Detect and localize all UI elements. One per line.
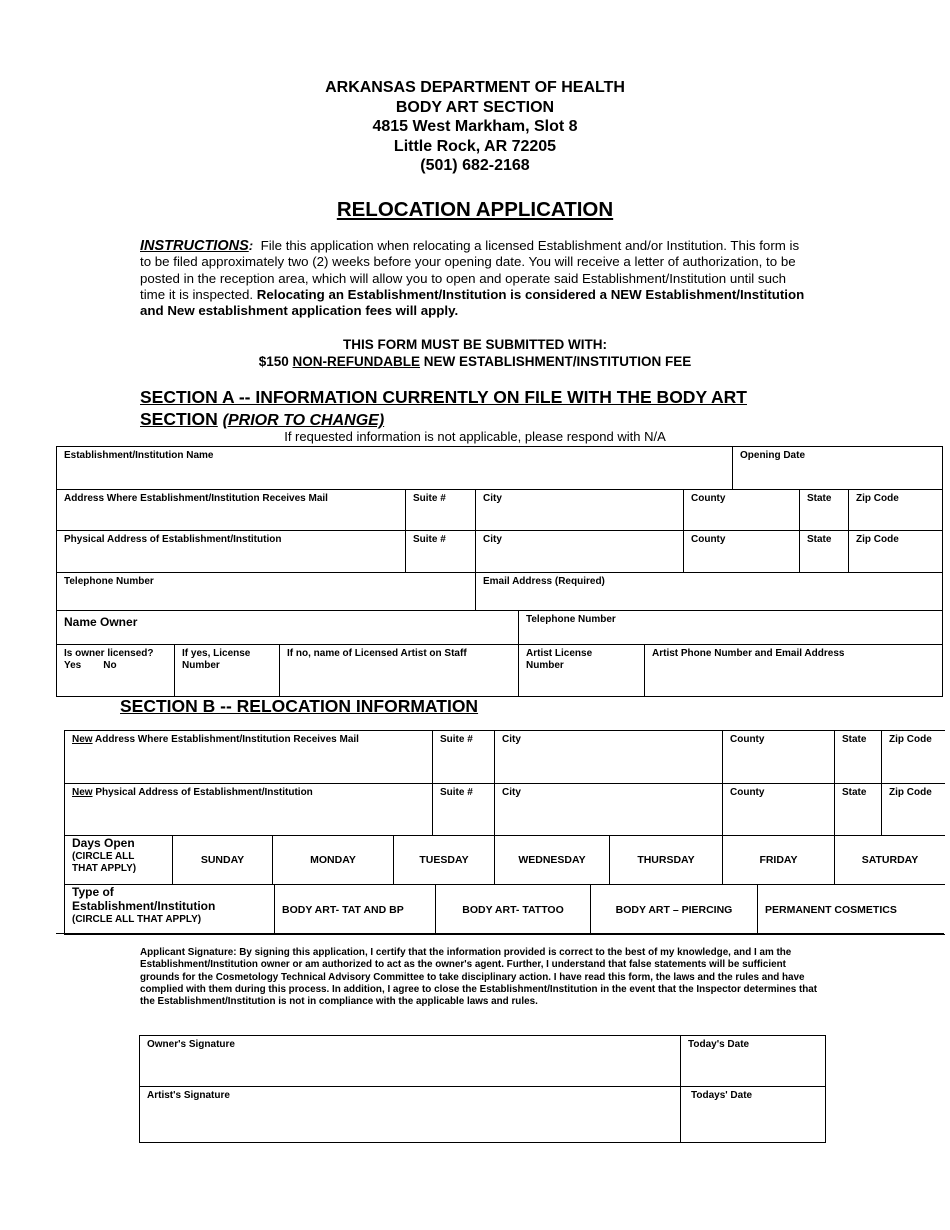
phone-number: (501) 682-2168 xyxy=(420,157,530,175)
establishment-name-field[interactable]: Establishment/Institution Name xyxy=(57,447,733,490)
physical-zip-field[interactable]: Zip Code xyxy=(849,531,943,573)
physical-county-field[interactable]: County xyxy=(684,531,800,573)
owner-date-field[interactable]: Today's Date xyxy=(681,1036,826,1087)
name-owner-field[interactable]: Name Owner xyxy=(57,611,519,645)
owner-telephone-field[interactable]: Telephone Number xyxy=(519,611,943,645)
day-tuesday[interactable]: TUESDAY xyxy=(394,836,495,885)
owner-signature-field[interactable]: Owner's Signature xyxy=(140,1036,681,1087)
owner-licensed-yes[interactable]: Yes xyxy=(64,660,82,671)
city-state-zip: Little Rock, AR 72205 xyxy=(393,137,557,155)
day-monday[interactable]: MONDAY xyxy=(273,836,394,885)
form-title: RELOCATION APPLICATION xyxy=(336,198,614,221)
days-open-label: Days Open (CIRCLE ALL THAT APPLY) xyxy=(65,836,173,885)
owner-licensed-no[interactable]: No xyxy=(103,660,117,671)
section-a-heading-italic: (PRIOR TO CHANGE) xyxy=(222,412,385,429)
fee-line xyxy=(0,353,950,370)
artist-signature-field[interactable]: Artist's Signature xyxy=(140,1087,681,1143)
physical-suite-field[interactable]: Suite # xyxy=(406,531,476,573)
day-friday[interactable]: FRIDAY xyxy=(723,836,835,885)
physical-city-field[interactable]: City xyxy=(476,531,684,573)
submit-line: THIS FORM MUST BE SUBMITTED WITH: xyxy=(343,337,607,352)
fee-nonrefundable: NON-REFUNDABLE xyxy=(292,354,421,369)
physical-state-field[interactable]: State xyxy=(800,531,849,573)
fee-description: NEW ESTABLISHMENT/INSTITUTION FEE xyxy=(423,354,692,369)
mail-state-field[interactable]: State xyxy=(800,490,849,531)
new-mail-county-field[interactable]: County xyxy=(723,731,835,784)
section-b-heading: SECTION B -- RELOCATION INFORMATION xyxy=(120,696,479,716)
new-physical-suite-field[interactable]: Suite # xyxy=(433,784,495,836)
section-a-table xyxy=(56,446,943,697)
section-a-heading-line2: SECTION xyxy=(140,409,218,429)
new-mail-zip-field[interactable]: Zip Code xyxy=(882,731,945,784)
day-thursday[interactable]: THURSDAY xyxy=(610,836,723,885)
type-tat-bp[interactable]: BODY ART- TAT AND BP xyxy=(275,885,436,935)
new-mail-address-field[interactable]: New Address Where Establishment/Institution Receives Mail xyxy=(65,731,433,784)
section-a-heading xyxy=(140,386,860,432)
new-mail-state-field[interactable]: State xyxy=(835,731,882,784)
new-physical-address-field[interactable]: New Physical Address of Establishment/Institution xyxy=(65,784,433,836)
mail-city-field[interactable]: City xyxy=(476,490,684,531)
artist-license-field[interactable]: Artist License Number xyxy=(519,645,645,697)
instructions-bold-text: Relocating an Establishment/Institution is considered a NEW Establishment/Institution and New establishment application fees will apply. xyxy=(140,286,805,319)
mail-county-field[interactable]: County xyxy=(684,490,800,531)
opening-date-field[interactable]: Opening Date xyxy=(733,447,943,490)
section-b-bottom-rule xyxy=(56,933,944,934)
email-field[interactable]: Email Address (Required) xyxy=(476,573,943,611)
new-physical-city-field[interactable]: City xyxy=(495,784,723,836)
street-address: 4815 West Markham, Slot 8 xyxy=(372,118,578,136)
type-label: Type of Establishment/Institution (CIRCLE ALL THAT APPLY) xyxy=(65,885,275,935)
instructions-label: INSTRUCTIONS xyxy=(140,238,249,254)
certification-text: Applicant Signature: By signing this application, I certify that the information provided is correct to the best of my knowledge, and I am the Establishment/Institution owner or am authorized to act as the owner's agent. Further, I understand that false statements will be sufficient grounds for the Cosmetology Technical Advisory Committee to take disciplinary action. I have read this form, the laws and the rules and have complied with them during this process. In addition, I agree to close the Establishment/Institution in the event that the Inspector determines that the Establishment/Institution is not in compliance with the applicable laws and rules. xyxy=(140,947,818,1008)
section-name: BODY ART SECTION xyxy=(395,98,555,116)
instructions: INSTRUCTIONS: File this application when relocating a licensed Establishment and/or Institution. This form is to be filed approximately two (2) weeks before your opening date. You will receive a letter of authorization, to be posted in the reception area, which will allow you to open and operate said Establishment/Institution until such time it is inspected. Relocating an Establishment/Institution is considered a NEW Establishment/Institution and New establishment application fees will apply. xyxy=(140,238,805,319)
fee-amount: $150 xyxy=(258,354,289,369)
telephone-field[interactable]: Telephone Number xyxy=(57,573,476,611)
new-physical-state-field[interactable]: State xyxy=(835,784,882,836)
mail-suite-field[interactable]: Suite # xyxy=(406,490,476,531)
day-sunday[interactable]: SUNDAY xyxy=(173,836,273,885)
section-b-table xyxy=(64,730,945,935)
owner-licensed-field[interactable]: Is owner licensed? Yes No xyxy=(57,645,175,697)
license-number-field[interactable]: If yes, License Number xyxy=(175,645,280,697)
agency-header xyxy=(0,78,950,176)
instructions-text: File this application when relocating a licensed Establishment and/or Institution. This form is to be filed approximately two (2) weeks before your opening date. You will receive a letter of authorization, to be posted in the reception area, which will allow you to open and operate said Establishment/Institution until such time it is inspected. xyxy=(140,238,800,302)
section-a-heading-line1: SECTION A -- INFORMATION CURRENTLY ON FILE WITH THE BODY ART xyxy=(140,387,747,407)
type-tattoo[interactable]: BODY ART- TATTOO xyxy=(436,885,591,935)
day-saturday[interactable]: SATURDAY xyxy=(835,836,945,885)
new-mail-city-field[interactable]: City xyxy=(495,731,723,784)
artist-date-field[interactable]: Todays' Date xyxy=(681,1087,826,1143)
new-physical-zip-field[interactable]: Zip Code xyxy=(882,784,945,836)
submission-requirement xyxy=(0,336,950,370)
physical-address-field[interactable]: Physical Address of Establishment/Institution xyxy=(57,531,406,573)
type-permanent-cosmetics[interactable]: PERMANENT COSMETICS xyxy=(758,885,945,935)
na-note: If requested information is not applicable, please respond with N/A xyxy=(284,429,666,444)
mail-zip-field[interactable]: Zip Code xyxy=(849,490,943,531)
mail-address-field[interactable]: Address Where Establishment/Institution Receives Mail xyxy=(57,490,406,531)
agency-name: ARKANSAS DEPARTMENT OF HEALTH xyxy=(325,79,625,96)
licensed-artist-field[interactable]: If no, name of Licensed Artist on Staff xyxy=(280,645,519,697)
type-piercing[interactable]: BODY ART – PIERCING xyxy=(591,885,758,935)
signature-table xyxy=(139,1035,826,1143)
new-physical-county-field[interactable]: County xyxy=(723,784,835,836)
day-wednesday[interactable]: WEDNESDAY xyxy=(495,836,610,885)
artist-contact-field[interactable]: Artist Phone Number and Email Address xyxy=(645,645,943,697)
new-mail-suite-field[interactable]: Suite # xyxy=(433,731,495,784)
